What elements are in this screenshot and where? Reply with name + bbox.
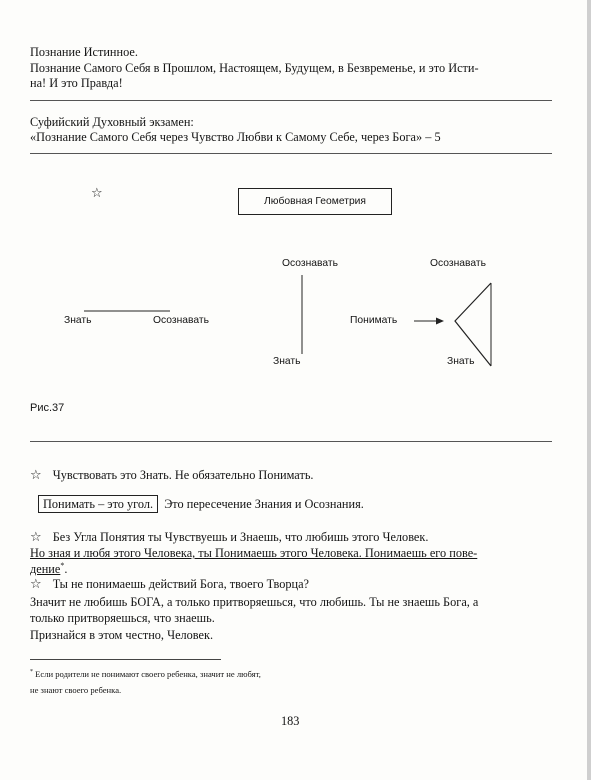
figure-star-icon: ☆ [91,186,103,201]
figure-label-know-right: Знать [447,356,475,367]
paragraph-1-text: Чувствовать это Знать. Не обязательно Понимать. [52,468,314,482]
paragraph-1 [30,468,314,483]
paragraph-2 [38,497,364,512]
star-icon: ☆ [30,530,42,545]
figure-title-box: Любовная Геометрия [238,188,392,215]
figure-label-aware-left: Осознавать [153,315,209,326]
paragraph-5-text: Ты не понимаешь действий Бога, твоего Творца? [52,577,309,591]
paragraph-4-line-2 [30,561,67,577]
section-title: Суфийский Духовный экзамен: [30,115,194,129]
paragraph-6-line-1: Значит не любишь БОГА, а только притворяешься, что любишь. Ты не знаешь Бога, а [30,595,479,609]
footnote-text-1: Если родители не понимают своего ребенка, значит не любят, [35,669,261,679]
figure-label-aware-right: Осознавать [430,258,486,269]
star-icon: ☆ [30,577,42,592]
figure-label-understand: Понимать [350,315,398,326]
figure-label-know-mid: Знать [273,356,301,367]
divider-figure [30,441,552,442]
paragraph-3-text: Без Угла Понятия ты Чувствуешь и Знаешь, что любишь этого Человек. [52,530,429,544]
figure-caption: Рис.37 [30,402,65,414]
section-subtitle: «Познание Самого Себя через Чувство Любви к Самому Себе, через Бога» – 5 [30,130,441,144]
footnote-line-1 [30,669,261,679]
figure-label-know-left: Знать [64,315,92,326]
footnote-reference: * [60,561,65,570]
header-line-3: на! И это Правда! [30,76,123,90]
star-icon: ☆ [30,468,42,483]
header-line-2: Познание Самого Себя в Прошлом, Настоящем, Будущем, в Безвременье, и это Исти- [30,61,479,75]
footnote-divider [30,659,221,660]
figure-label-aware-mid: Осознавать [282,258,338,269]
paragraph-5 [30,577,309,592]
arrow-right-icon [436,318,444,325]
page-number: 183 [281,714,300,728]
paragraph-4-end-word: дение [30,562,61,577]
paragraph-7: Признайся в этом честно, Человек. [30,628,214,642]
footnote-line-2: не знают своего ребенка. [30,685,122,695]
paragraph-2-text: Это пересечение Знания и Осознания. [164,497,364,511]
footnote-mark: * [30,669,33,676]
paragraph-3 [30,530,428,545]
angle-lines [455,283,491,366]
paragraph-4-line-1: Но зная и любя этого Человека, ты Понимаешь этого Человека. Понимаешь его пове- [30,546,478,560]
paragraph-4-period: . [64,562,68,577]
paragraph-6-line-2: только притворяешься, что знаешь. [30,611,215,625]
definition-box: Понимать – это угол. [38,495,158,513]
header-line-1: Познание Истинное. [30,45,138,59]
